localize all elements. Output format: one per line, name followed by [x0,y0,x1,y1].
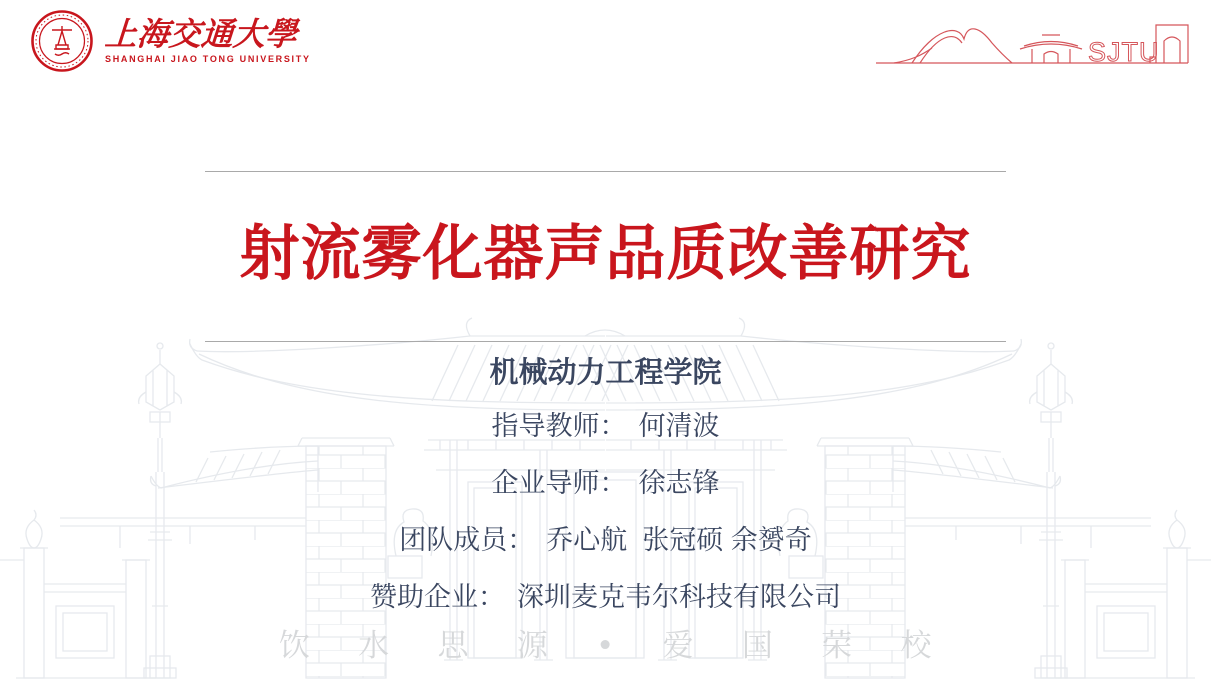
campus-skyline-art [874,13,1190,69]
university-cn-name: 上海交通大學 [103,15,299,53]
credit-value: 乔心航 张冠硕 余赟奇 [546,525,812,555]
university-logo [30,9,311,73]
divider-top [205,171,1006,172]
college-name: 机械动力工程学院 [489,357,722,389]
credit-label: 指导教师： [491,411,627,441]
credit-value: 何清波 [638,411,720,441]
university-en-name: SHANGHAI JIAO TONG UNIVERSITY [105,54,311,64]
skyline-sjtu-label: SJTU [1088,37,1160,67]
slide-title: 射流雾化器声品质改善研究 [239,220,972,287]
divider-bottom [205,341,1006,342]
credits-block [0,398,1211,626]
credit-line-advisor [0,398,1211,455]
credit-label: 赞助企业： [370,582,505,612]
sjtu-seal-icon [30,9,94,73]
university-name-block [103,15,311,64]
credit-line-sponsor [0,569,1211,626]
credit-value: 深圳麦克韦尔科技有限公司 [517,582,841,612]
credit-label: 团队成员： [399,525,535,555]
credit-line-team-members [0,512,1211,569]
credit-value: 徐志锋 [638,468,720,498]
credit-line-industry-mentor [0,455,1211,512]
credit-label: 企业导师： [491,468,627,498]
school-motto: 饮 水 思 源 • 爱 国 荣 校 [278,628,951,664]
